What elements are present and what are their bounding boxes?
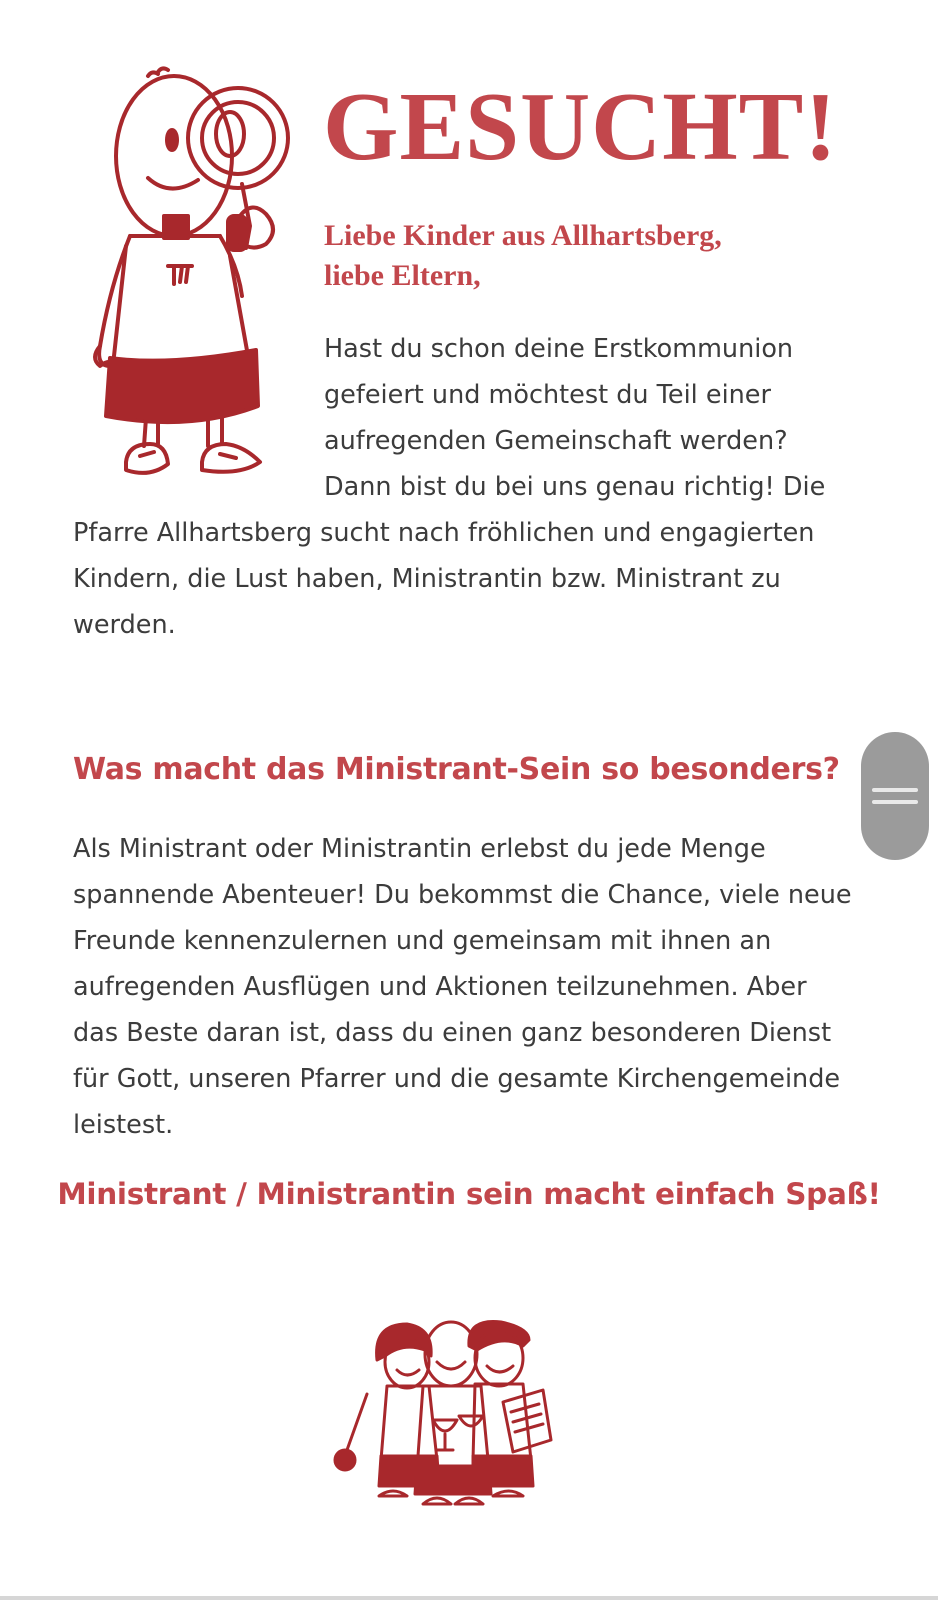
section-line: aufregenden Ausflügen und Aktionen teilzunehmen. Aber <box>73 972 807 1002</box>
slogan: Ministrant / Ministrantin sein macht einfach Spaß! <box>57 1177 881 1211</box>
intro-line: werden. <box>73 610 176 640</box>
three-altar-servers-illustration <box>333 1320 565 1516</box>
intro-line: Hast du schon deine Erstkommunion <box>324 334 794 364</box>
section-paragraph <box>73 826 893 1148</box>
greeting-line-2: liebe Eltern, <box>324 259 481 292</box>
intro-line: aufregenden Gemeinschaft werden? <box>324 426 788 456</box>
greeting-line-1: Liebe Kinder aus Allhartsberg, <box>324 219 722 252</box>
section-heading: Was macht das Ministrant-Sein so besonders? <box>73 752 840 787</box>
intro-line: gefeiert und möchtest du Teil einer <box>324 380 771 410</box>
page-title: GESUCHT! <box>323 73 838 180</box>
bottom-divider <box>0 1596 938 1600</box>
section-line: leistest. <box>73 1110 174 1140</box>
greeting <box>324 216 722 296</box>
drag-handle-icon <box>872 788 918 792</box>
scroll-handle[interactable] <box>861 732 929 860</box>
intro-line: Kindern, die Lust haben, Ministrantin bzw. Ministrant zu <box>73 564 781 594</box>
section-line: das Beste daran ist, dass du einen ganz besonderen Dienst <box>73 1018 832 1048</box>
section-line: spannende Abenteuer! Du bekommst die Chance, viele neue <box>73 880 852 910</box>
intro-paragraph <box>73 326 893 648</box>
section-line: Freunde kennenzulernen und gemeinsam mit ihnen an <box>73 926 772 956</box>
section-line: für Gott, unseren Pfarrer und die gesamte Kirchengemeinde <box>73 1064 841 1094</box>
intro-line: Dann bist du bei uns genau richtig! Die <box>324 472 826 502</box>
section-line: Als Ministrant oder Ministrantin erlebst du jede Menge <box>73 834 766 864</box>
intro-line: Pfarre Allhartsberg sucht nach fröhlichen und engagierten <box>73 518 815 548</box>
drag-handle-icon <box>872 800 918 804</box>
